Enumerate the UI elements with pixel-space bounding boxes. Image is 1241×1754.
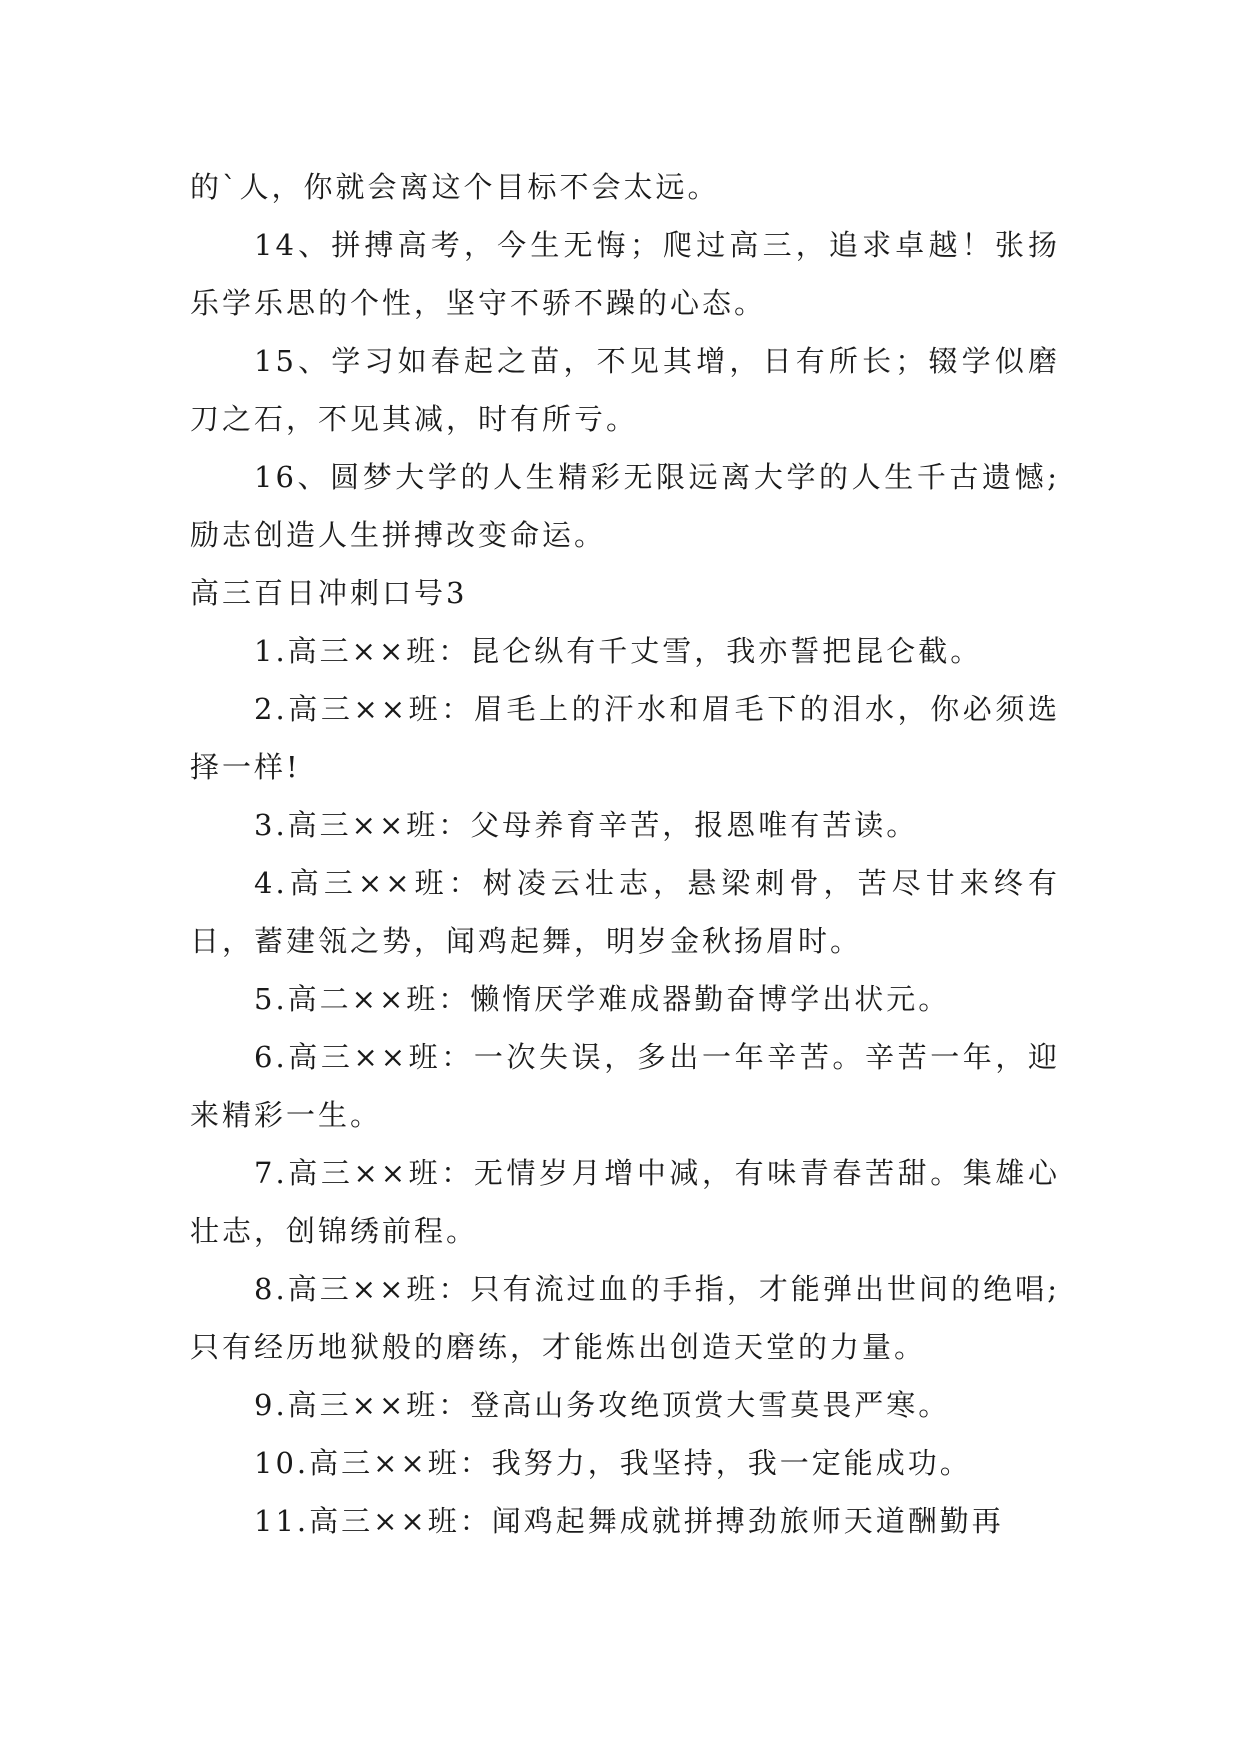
slogan-item-9: 9.高三××班：登高山务攻绝顶赏大雪莫畏严寒。: [254, 1388, 951, 1422]
slogan-item-3: 3.高三××班：父母养育辛苦，报恩唯有苦读。: [254, 808, 919, 842]
paragraph-item-16: 16、圆梦大学的人生精彩无限远离大学的人生千古遗憾;励志创造人生拼搏改变命运。: [190, 460, 1060, 552]
paragraph-item-15: 15、学习如春起之苗，不见其增，日有所长；辍学似磨刀之石，不见其减，时有所亏。: [190, 344, 1060, 436]
paragraph-item-14: 14、拼搏高考，今生无悔；爬过高三，追求卓越！张扬乐学乐思的个性，坚守不骄不躁的心态。: [190, 228, 1060, 320]
slogan-item-1: 1.高三××班：昆仑纵有千丈雪，我亦誓把昆仑截。: [254, 634, 983, 668]
document-body: [190, 158, 1060, 1550]
slogan-item-7: 7.高三××班：无情岁月增中减，有味青春苦甜。集雄心壮志，创锦绣前程。: [190, 1156, 1060, 1248]
paragraph-continuation: 的`人，你就会离这个目标不会太远。: [190, 170, 720, 204]
slogan-item-11: 11.高三××班：闻鸡起舞成就拼搏劲旅师天道酬勤再: [254, 1504, 1004, 1538]
slogan-item-2: 2.高三××班：眉毛上的汗水和眉毛下的泪水，你必须选择一样!: [190, 692, 1060, 784]
slogan-item-4: 4.高三××班：树凌云壮志，悬梁刺骨，苦尽甘来终有日，蓄建瓴之势，闻鸡起舞，明岁金秋扬眉时。: [190, 866, 1060, 958]
slogan-item-5: 5.高二××班：懒惰厌学难成器勤奋博学出状元。: [254, 982, 951, 1016]
slogan-item-6: 6.高三××班：一次失误，多出一年辛苦。辛苦一年，迎来精彩一生。: [190, 1040, 1060, 1132]
slogan-item-10: 10.高三××班：我努力，我坚持，我一定能成功。: [254, 1446, 972, 1480]
slogan-item-8: 8.高三××班：只有流过血的手指，才能弹出世间的绝唱;只有经历地狱般的磨练，才能炼出创造天堂的力量。: [190, 1272, 1060, 1364]
section-heading: 高三百日冲刺口号3: [190, 576, 468, 610]
